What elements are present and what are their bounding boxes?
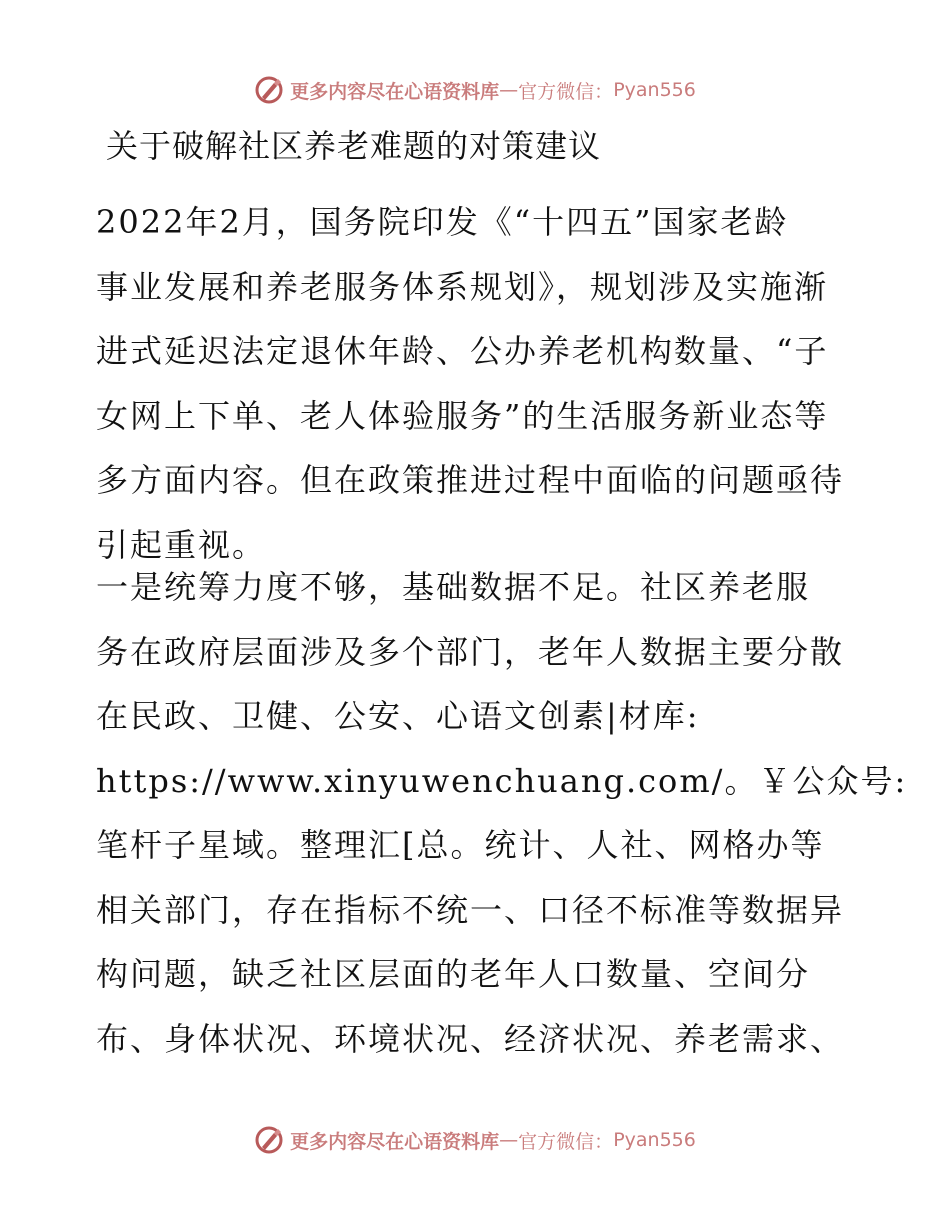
pen-logo-icon	[254, 1125, 284, 1155]
paragraph-line: 相关部门，存在指标不统一、口径不标准等数据异	[96, 890, 845, 929]
document-title: 关于破解社区养老难题的对策建议	[106, 127, 602, 165]
paragraph-2	[96, 555, 908, 1071]
paragraph-line: 笔杆子星域。整理汇[总。统计、人社、网格办等	[96, 826, 825, 864]
banner-dash: —	[499, 1129, 519, 1151]
header-watermark-banner	[0, 70, 950, 110]
banner-wechat-id: Pyan556	[613, 1129, 696, 1151]
paragraph-line: 2022年2月，国务院印发《“十四五”国家老龄	[96, 203, 789, 241]
footer-watermark-banner	[0, 1120, 950, 1160]
pen-logo-icon	[254, 75, 284, 105]
paragraph-line: 在民政、卫健、公安、心语文创素|材库:	[96, 697, 700, 735]
banner-site-text: 更多内容尽在心语资料库	[290, 1130, 500, 1153]
paragraph-line: 女网上下单、老人体验服务”的生活服务新业态等	[96, 396, 829, 435]
banner-wechat-id: Pyan556	[613, 79, 696, 101]
paragraph-line: 多方面内容。但在政策推进过程中面临的问题亟待	[96, 461, 845, 499]
banner-dash: —	[499, 79, 519, 101]
paragraph-line: 构问题，缺乏社区层面的老年人口数量、空间分	[96, 955, 811, 993]
paragraph-line: 引起重视。	[96, 525, 267, 564]
banner-wechat-label: 官方微信：	[518, 80, 614, 103]
paragraph-line: 务在政府层面涉及多个部门，老年人数据主要分散	[96, 632, 845, 671]
paragraph-line: https://www.xinyuwenchuang.com/。￥公众号:	[96, 761, 908, 800]
paragraph-line: 进式延迟法定退休年龄、公办养老机构数量、“子	[96, 332, 829, 370]
paragraph-line: 一是统筹力度不够，基础数据不足。社区养老服	[96, 568, 811, 606]
paragraph-line: 布、身体状况、环境状况、经济状况、养老需求、	[96, 1019, 845, 1058]
paragraph-1	[96, 190, 852, 577]
banner-wechat-label: 官方微信：	[518, 1130, 614, 1153]
paragraph-line: 事业发展和养老服务体系规划》，规划涉及实施渐	[96, 267, 829, 306]
banner-site-text: 更多内容尽在心语资料库	[290, 80, 500, 103]
